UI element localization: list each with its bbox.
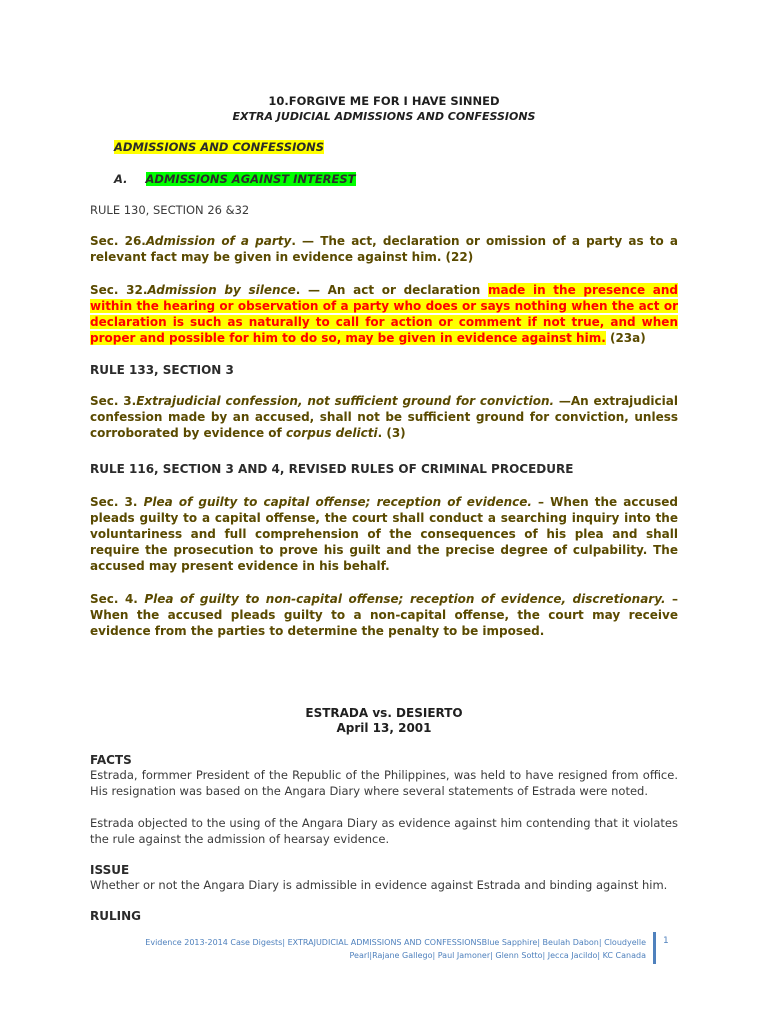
facts-paragraph-2: Estrada objected to the using of the Angara Diary as evidence against him contending that it violates the rule against the admission of hearsay evidence. bbox=[90, 816, 678, 846]
r116-sec4-title: Plea of guilty to non-capital offense; reception of evidence, discretionary. bbox=[144, 592, 666, 606]
sec-26-number: Sec. 26. bbox=[90, 234, 146, 248]
r133-sec3-text: —An extrajudicial confession made by an accused, shall not be sufficient ground for conviction, unless corroborated by evidence of bbox=[90, 394, 678, 440]
r116-sec3-number: Sec. 3. bbox=[90, 495, 144, 509]
issue-heading: ISSUE bbox=[90, 863, 130, 877]
rule-116-sec-3-paragraph bbox=[90, 494, 678, 574]
heading-admissions-against-interest bbox=[114, 172, 356, 186]
sec-32-number: Sec. 32. bbox=[90, 283, 148, 297]
r133-sec3-title: Extrajudicial confession, not sufficient ground for conviction. bbox=[136, 394, 555, 408]
sec-26-title: Admission of a party bbox=[145, 234, 292, 248]
r116-sec4-text: – When the accused pleads guilty to a non-capital offense, the court may receive evidence from the parties to determine the penalty to be imposed. bbox=[90, 592, 678, 638]
r133-sec3-end: . (3) bbox=[377, 426, 406, 440]
r133-sec3-italic: corpus delicti bbox=[285, 426, 378, 440]
heading-a-text: ADMISSIONS AGAINST INTEREST bbox=[145, 172, 356, 186]
footer-line-2: Pearl|Rajane Gallego| Paul Jamoner| Glenn Sotto| Jecca Jacildo| KC Canada bbox=[349, 951, 646, 960]
footer-divider bbox=[653, 932, 656, 964]
case-date: April 13, 2001 bbox=[336, 721, 432, 735]
rule-116-heading: RULE 116, SECTION 3 AND 4, REVISED RULES OF CRIMINAL PROCEDURE bbox=[90, 462, 574, 476]
sec-32-title: Admission by silence bbox=[147, 283, 296, 297]
sec-32-paragraph bbox=[90, 282, 678, 346]
rule-133-sec-3-paragraph bbox=[90, 393, 678, 441]
document-subtitle: EXTRA JUDICIAL ADMISSIONS AND CONFESSIONS bbox=[232, 110, 536, 123]
rule-130-heading: RULE 130, SECTION 26 &32 bbox=[90, 203, 250, 217]
rule-133-heading: RULE 133, SECTION 3 bbox=[90, 363, 234, 377]
sec-32-highlight: made in the presence and within the hearing or observation of a party who does or says nothing when the act or declaration is such as naturally to call for action or comment if not true, and when proper and possible for him to do so, may be given in evidence against him. bbox=[90, 283, 678, 345]
heading-admissions-confessions bbox=[114, 140, 324, 154]
footer-line-1: Evidence 2013-2014 Case Digests| EXTRAJUDICIAL ADMISSIONS AND CONFESSIONSBlue Sapphire| Beulah Dabon| Cloudyelle bbox=[145, 938, 646, 947]
sec-32-post: (23a) bbox=[605, 331, 646, 345]
r116-sec3-title: Plea of guilty to capital offense; reception of evidence. bbox=[143, 495, 532, 509]
ruling-heading: RULING bbox=[90, 909, 141, 923]
issue-text: Whether or not the Angara Diary is admissible in evidence against Estrada and binding against him. bbox=[90, 878, 668, 892]
rule-116-sec-4-paragraph bbox=[90, 591, 678, 639]
facts-paragraph-1: Estrada, formmer President of the Republic of the Philippines, was held to have resigned from office. His resignation was based on the Angara Diary where several statements of Estrada were noted. bbox=[90, 768, 678, 798]
page-number: 1 bbox=[663, 936, 669, 946]
sec-32-pre: . — An act or declaration bbox=[295, 283, 488, 297]
r116-sec3-text: – When the accused pleads guilty to a capital offense, the court shall conduct a searching inquiry into the voluntariness and full comprehension of the consequences of his plea and shall require the prosecution to prove his guilt and the precise degree of culpability. The accused may present evidence in his behalf. bbox=[90, 495, 678, 573]
r133-sec3-number: Sec. 3. bbox=[90, 394, 137, 408]
sec-26-text: . — The act, declaration or omission of a party as to a relevant fact may be given in evidence against him. (22) bbox=[90, 234, 678, 264]
case-title: ESTRADA vs. DESIERTO bbox=[305, 706, 463, 720]
list-letter: A. bbox=[114, 172, 128, 186]
r116-sec4-number: Sec. 4. bbox=[90, 592, 145, 606]
sec-26-paragraph bbox=[90, 233, 678, 265]
page-footer bbox=[90, 936, 646, 962]
heading-admissions-text: ADMISSIONS AND CONFESSIONS bbox=[114, 140, 325, 154]
facts-heading: FACTS bbox=[90, 753, 132, 767]
document-title: 10.FORGIVE ME FOR I HAVE SINNED bbox=[268, 94, 500, 108]
